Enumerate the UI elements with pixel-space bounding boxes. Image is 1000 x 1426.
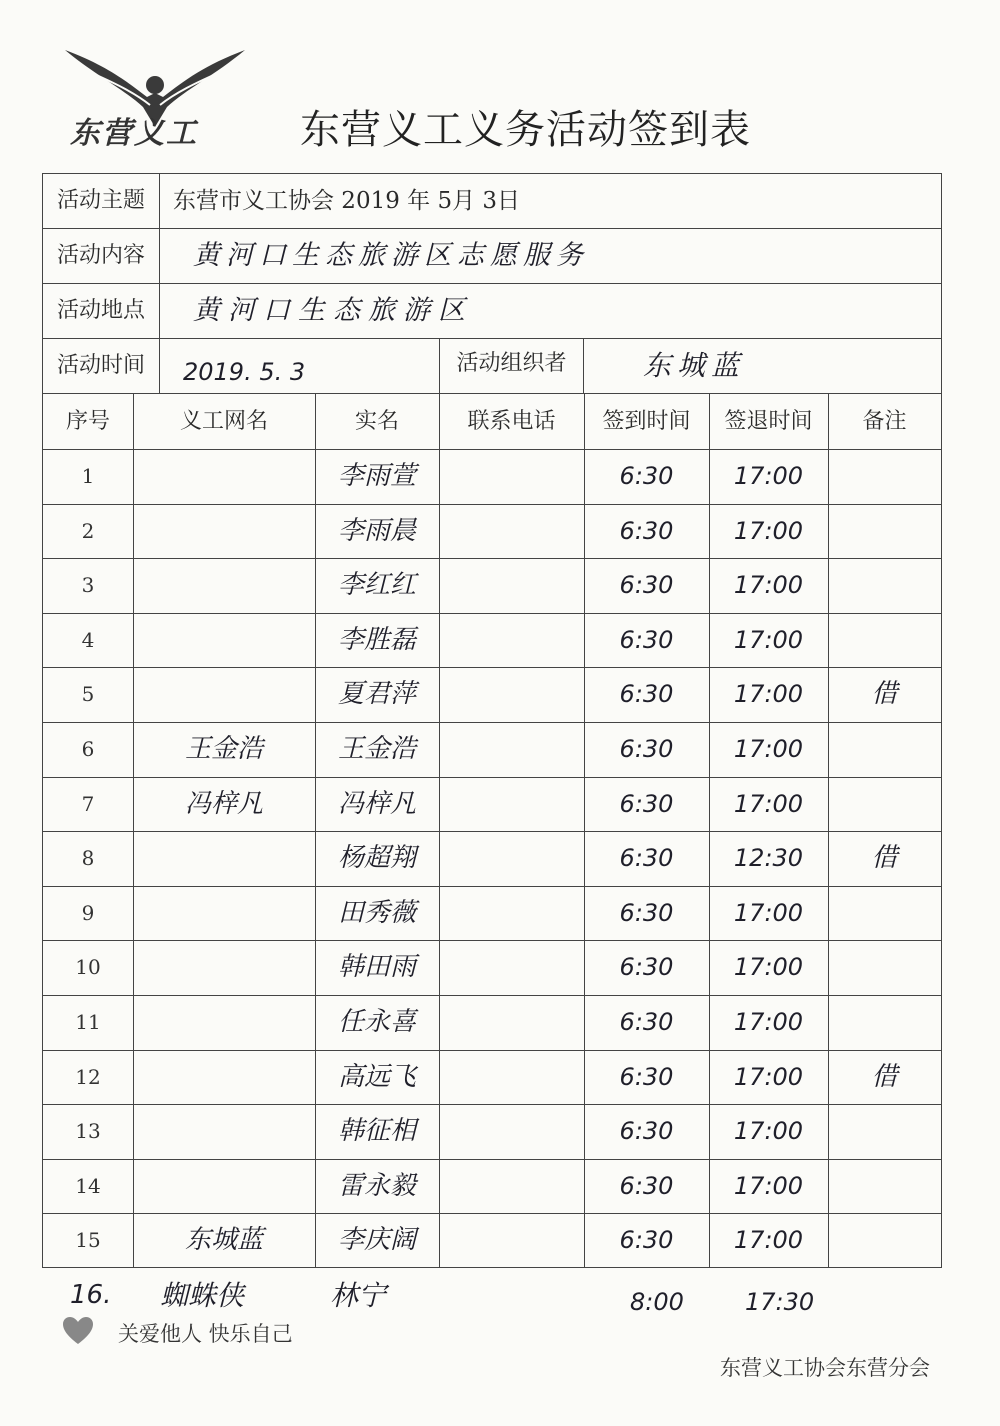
row-signin-time: 6:30 [619,625,674,654]
row-phone [439,558,584,613]
row-phone [439,1104,584,1159]
row-note [828,449,941,504]
row-nickname [133,504,315,559]
location-row [43,284,941,339]
row-note [828,886,941,941]
row-realname: 李胜磊 [337,624,416,655]
header-nickname: 义工网名 [179,409,268,434]
row-realname: 李雨萱 [337,461,416,491]
header-note: 备注 [862,409,907,434]
row-number: 10 [75,955,101,980]
row-realname: 高远飞 [337,1061,416,1092]
row-signin-time: 6:30 [619,735,674,763]
row-note [828,940,941,995]
content-row [43,229,941,284]
row-signin-time: 6:30 [619,1171,674,1200]
row-phone [439,1159,584,1214]
row-signout-time: 17:00 [733,898,804,927]
row-phone [439,722,584,777]
row-signout-time: 17:00 [733,462,804,490]
header-signout: 签退时间 [724,409,813,434]
header-phone: 联系电话 [467,409,556,434]
row-note [828,613,941,668]
row-note [828,1213,941,1268]
row-signin-time: 6:30 [619,1008,674,1036]
header-realname: 实名 [354,409,399,434]
row-phone [439,995,584,1050]
extra-row-no: 16. [70,1280,112,1310]
header-signin: 签到时间 [602,409,691,434]
row-note: 借 [871,679,898,710]
logo-text: 东营义工 [70,116,198,151]
row-signin-time: 6:30 [619,844,674,873]
row-number: 12 [75,1064,101,1089]
row-nickname: 东城蓝 [184,1225,263,1256]
row-note [828,1159,941,1214]
row-number: 8 [81,846,95,871]
heart-icon [62,1316,94,1346]
row-number: 5 [81,682,95,707]
row-nickname [133,449,315,504]
row-nickname [133,831,315,886]
theme-value: 东营市义工协会 2019 年 5月 3日 [173,188,521,214]
row-nickname [133,995,315,1050]
row-signin-time: 6:30 [619,1226,674,1255]
row-phone [439,831,584,886]
row-note [828,1104,941,1159]
row-nickname: 王金浩 [184,734,263,764]
row-number: 6 [81,737,95,761]
row-nickname: 冯梓凡 [184,788,263,819]
row-note [828,995,941,1050]
row-number: 1 [81,464,95,488]
row-realname: 韩田雨 [337,952,416,983]
row-signout-time: 17:00 [733,625,804,654]
row-signin-time: 6:30 [619,680,674,709]
row-number: 15 [75,1228,101,1253]
row-signout-time: 17:00 [733,1117,804,1146]
row-phone [439,449,584,504]
row-signout-time: 17:00 [733,953,804,982]
row-nickname [133,1104,315,1159]
row-nickname [133,558,315,613]
row-signout-time: 17:00 [733,1226,804,1255]
row-phone [439,613,584,668]
row-realname: 李雨晨 [337,515,416,546]
theme-label: 活动主题 [43,174,160,228]
row-signin-time: 6:30 [619,1062,674,1091]
row-phone [439,777,584,832]
row-phone [439,886,584,941]
row-signout-time: 17:00 [733,789,804,818]
content-value: 黄河口生态旅游区志愿服务 [193,240,589,271]
location-value: 黄河口生态旅游区 [193,295,473,326]
time-label: 活动时间 [43,339,160,393]
row-signout-time: 17:00 [733,571,804,600]
row-nickname [133,1050,315,1105]
row-signout-time: 17:00 [733,516,804,545]
row-realname: 韩征相 [337,1116,416,1147]
slogan: 关爱他人 快乐自己 [118,1322,293,1346]
row-number: 7 [81,791,95,816]
row-realname: 李庆阔 [337,1225,416,1256]
row-realname: 任永喜 [337,1007,416,1037]
row-note: 借 [871,843,898,874]
row-signout-time: 17:00 [733,1171,804,1200]
row-signin-time: 6:30 [619,462,674,490]
row-note: 借 [871,1061,898,1092]
extra-row-name: 林宁 [330,1279,387,1312]
row-phone [439,667,584,722]
row-signin-time: 6:30 [619,789,674,818]
row-signout-time: 17:00 [733,1008,804,1036]
row-phone [439,1213,584,1268]
row-nickname [133,886,315,941]
row-phone [439,940,584,995]
row-number: 9 [81,900,95,925]
row-signout-time: 17:00 [733,1062,804,1091]
row-note [828,722,941,777]
row-note [828,558,941,613]
activity-info [42,173,942,393]
row-number: 3 [81,573,95,598]
extra-row-signout: 17:30 [745,1288,815,1316]
time-row [43,339,941,394]
row-signin-time: 6:30 [619,898,674,927]
row-realname: 王金浩 [337,734,416,764]
header-no: 序号 [65,409,110,434]
row-signin-time: 6:30 [619,953,674,982]
row-note [828,777,941,832]
content-label: 活动内容 [43,229,160,283]
extra-row-nick: 蜘蛛侠 [160,1279,245,1312]
row-phone [439,504,584,559]
organization-name: 东营义工协会东营分会 [720,1356,930,1380]
row-note [828,504,941,559]
row-number: 13 [75,1119,101,1144]
row-number: 11 [75,1010,101,1034]
row-signin-time: 6:30 [619,1117,674,1146]
row-number: 14 [75,1173,101,1198]
organizer-label: 活动组织者 [439,339,584,394]
location-label: 活动地点 [43,284,160,338]
row-signin-time: 6:30 [619,516,674,545]
row-signout-time: 12:30 [733,844,804,873]
theme-row [43,174,941,229]
row-phone [439,1050,584,1105]
row-realname: 雷永毅 [337,1170,416,1201]
organizer-value: 东城蓝 [643,349,746,382]
extra-row-signin: 8:00 [630,1288,684,1316]
row-realname: 李红红 [337,570,416,601]
row-nickname [133,613,315,668]
row-nickname [133,667,315,722]
row-signout-time: 17:00 [733,735,804,763]
row-realname: 田秀薇 [337,897,416,928]
row-realname: 冯梓凡 [337,788,416,819]
page-title: 东营义工义务活动签到表 [300,107,751,153]
row-nickname [133,940,315,995]
row-realname: 夏君萍 [337,679,416,710]
row-number: 4 [81,627,95,652]
row-signin-time: 6:30 [619,571,674,600]
row-number: 2 [81,518,95,543]
signin-table [42,393,942,1268]
row-realname: 杨超翔 [337,843,416,874]
row-signout-time: 17:00 [733,680,804,709]
time-value: 2019. 5. 3 [183,358,306,386]
row-nickname [133,1159,315,1214]
